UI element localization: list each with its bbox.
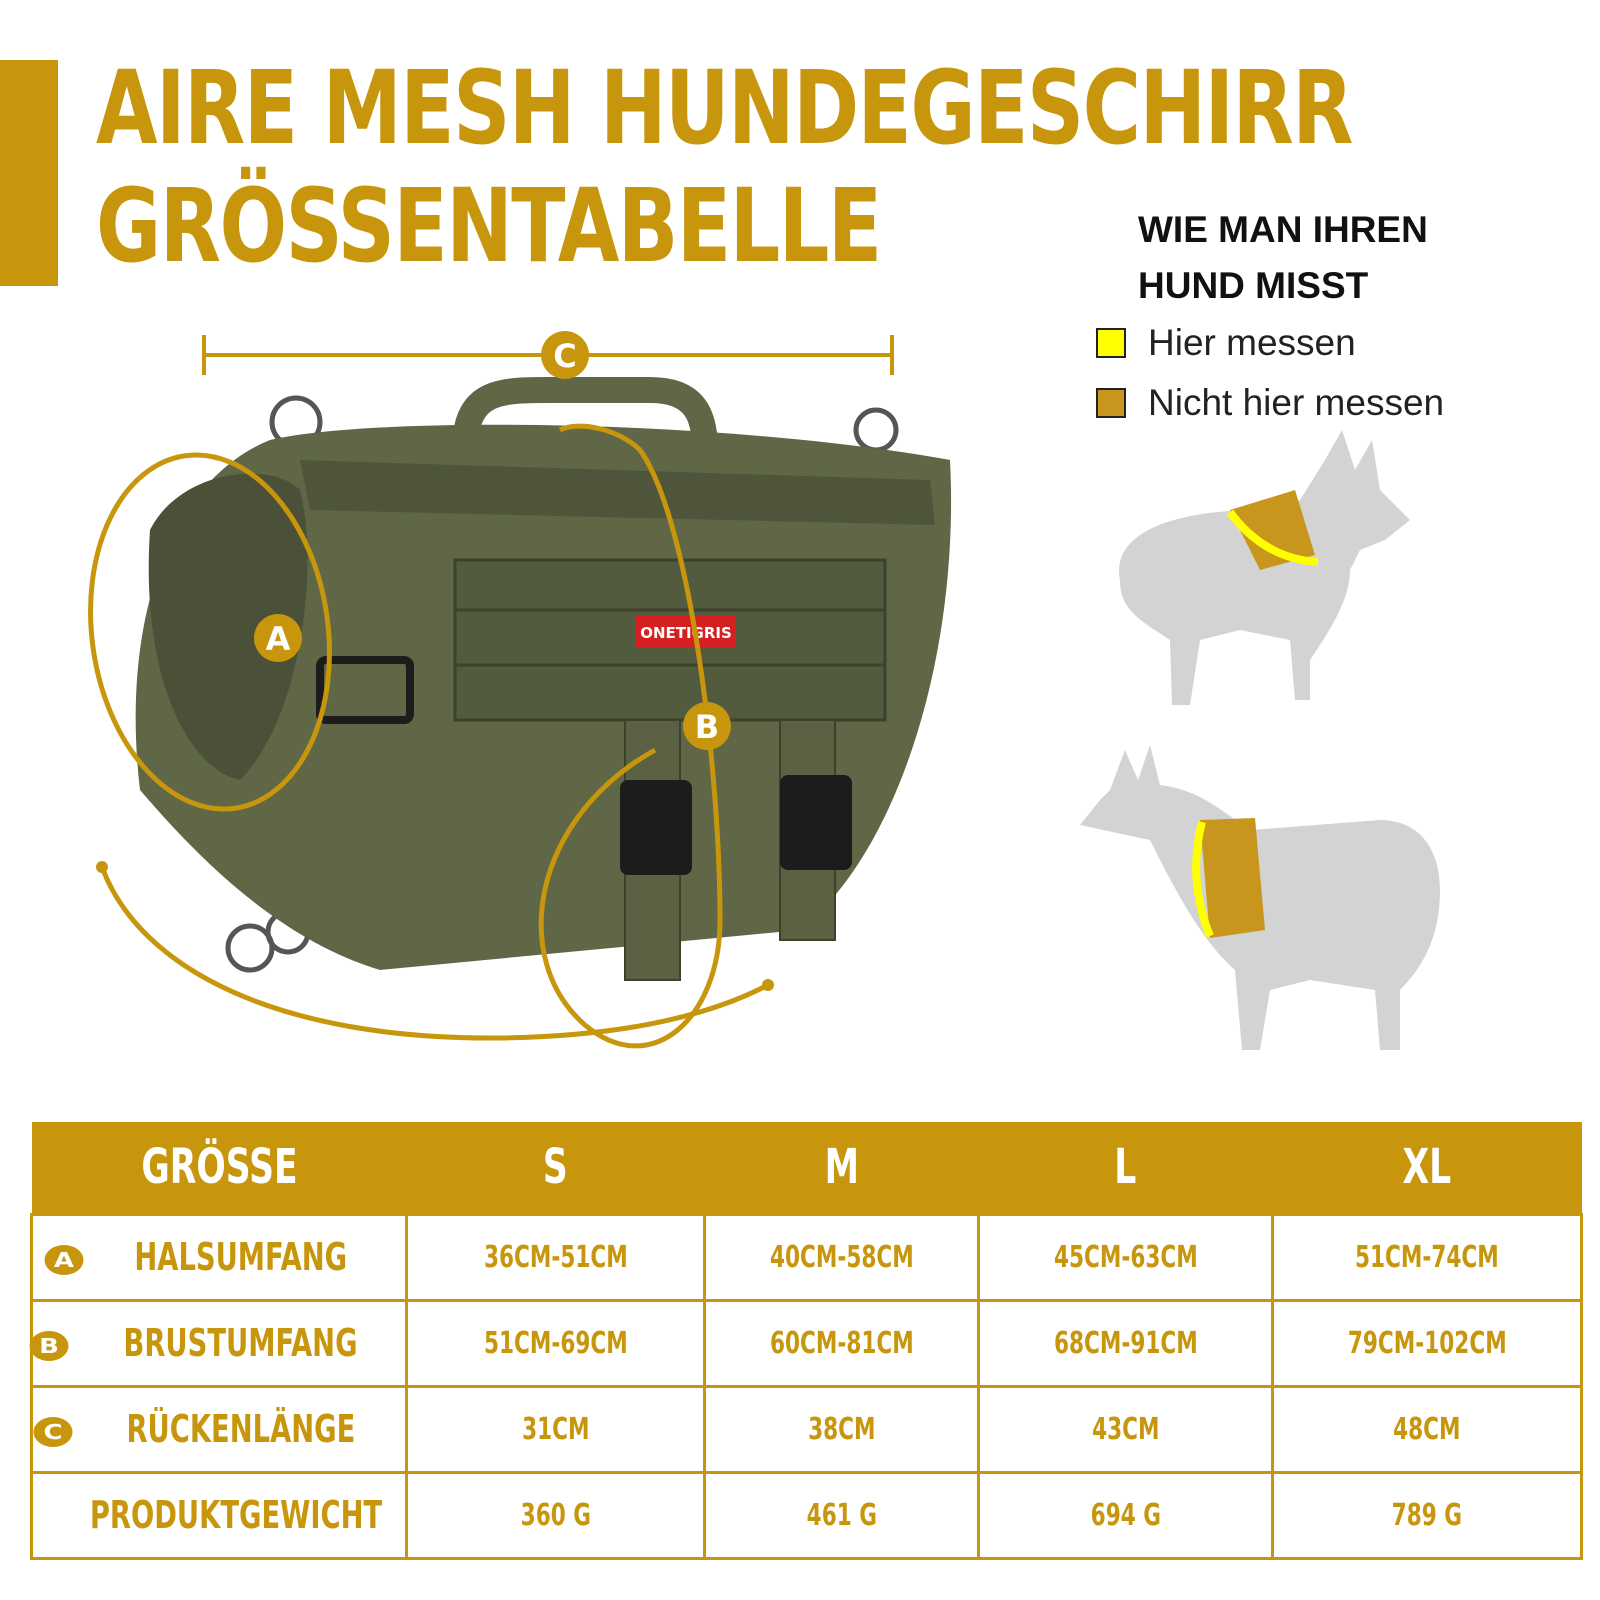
table-header-row (32, 1122, 1582, 1214)
table-header: M (705, 1122, 979, 1214)
table-row (32, 1300, 1582, 1386)
table-cell: 51CM-69CM (407, 1300, 705, 1386)
d-ring-icon (228, 926, 272, 970)
legend-do-not-measure (1096, 382, 1444, 424)
table-cell: 79CM-102CM (1273, 1300, 1582, 1386)
svg-text:C: C (553, 337, 577, 375)
svg-text:B: B (694, 708, 720, 746)
legend-swatch-yellow (1096, 328, 1126, 358)
table-cell: 31CM (407, 1386, 705, 1472)
howto-heading-line-2: HUND MISST (1138, 265, 1369, 306)
table-row (32, 1472, 1582, 1558)
legend-label: Hier messen (1148, 322, 1356, 363)
svg-text:A: A (265, 620, 291, 658)
row-label-produktgewicht: PRODUKTGEWICHT (32, 1472, 407, 1558)
table-header: GRÖSSE (32, 1122, 407, 1214)
size-table (30, 1122, 1583, 1560)
table-cell: 694 G (979, 1472, 1273, 1558)
table-cell: 38CM (705, 1386, 979, 1472)
table-cell: 51CM-74CM (1273, 1214, 1582, 1300)
badge-b: B (30, 1331, 69, 1361)
legend-measure-here (1096, 322, 1356, 364)
harness-illustration (80, 320, 1020, 1100)
table-cell: 789 G (1273, 1472, 1582, 1558)
table-cell: 360 G (407, 1472, 705, 1558)
table-cell: 40CM-58CM (705, 1214, 979, 1300)
title-accent-bar (0, 60, 58, 286)
dog-chest-icon (1080, 745, 1440, 1050)
howto-heading-line-1: WIE MAN IHREN (1138, 209, 1428, 250)
howto-heading (1138, 202, 1558, 314)
table-cell: 43CM (979, 1386, 1273, 1472)
table-cell: 48CM (1273, 1386, 1582, 1472)
title-line-2: GRÖSSENTABELLE (96, 167, 881, 286)
badge-a: A (45, 1245, 84, 1275)
table-cell: 36CM-51CM (407, 1214, 705, 1300)
dog-measure-illustrations (1080, 430, 1560, 1070)
table-cell: 68CM-91CM (979, 1300, 1273, 1386)
table-row (32, 1214, 1582, 1300)
buckle-icon (780, 775, 852, 870)
table-cell: 461 G (705, 1472, 979, 1558)
row-label-brustumfang: B BRUSTUMFANG (32, 1300, 407, 1386)
table-header: S (407, 1122, 705, 1214)
brand-patch-text: ONETIGRIS (640, 624, 732, 642)
d-ring-icon (856, 410, 896, 450)
row-label-halsumfang: A HALSUMFANG (32, 1214, 407, 1300)
legend-label: Nicht hier messen (1148, 382, 1445, 423)
table-row (32, 1386, 1582, 1472)
table-header: L (979, 1122, 1273, 1214)
row-label-rueckenlaenge: C RÜCKENLÄNGE (32, 1386, 407, 1472)
buckle-icon (620, 780, 692, 875)
table-header: XL (1273, 1122, 1582, 1214)
table-cell: 60CM-81CM (705, 1300, 979, 1386)
title-line-1: AIRE MESH HUNDEGESCHIRR (96, 49, 1352, 168)
legend-swatch-gold (1096, 388, 1126, 418)
table-cell: 45CM-63CM (979, 1214, 1273, 1300)
dog-neck-icon (1119, 430, 1410, 705)
badge-c: C (34, 1417, 73, 1447)
